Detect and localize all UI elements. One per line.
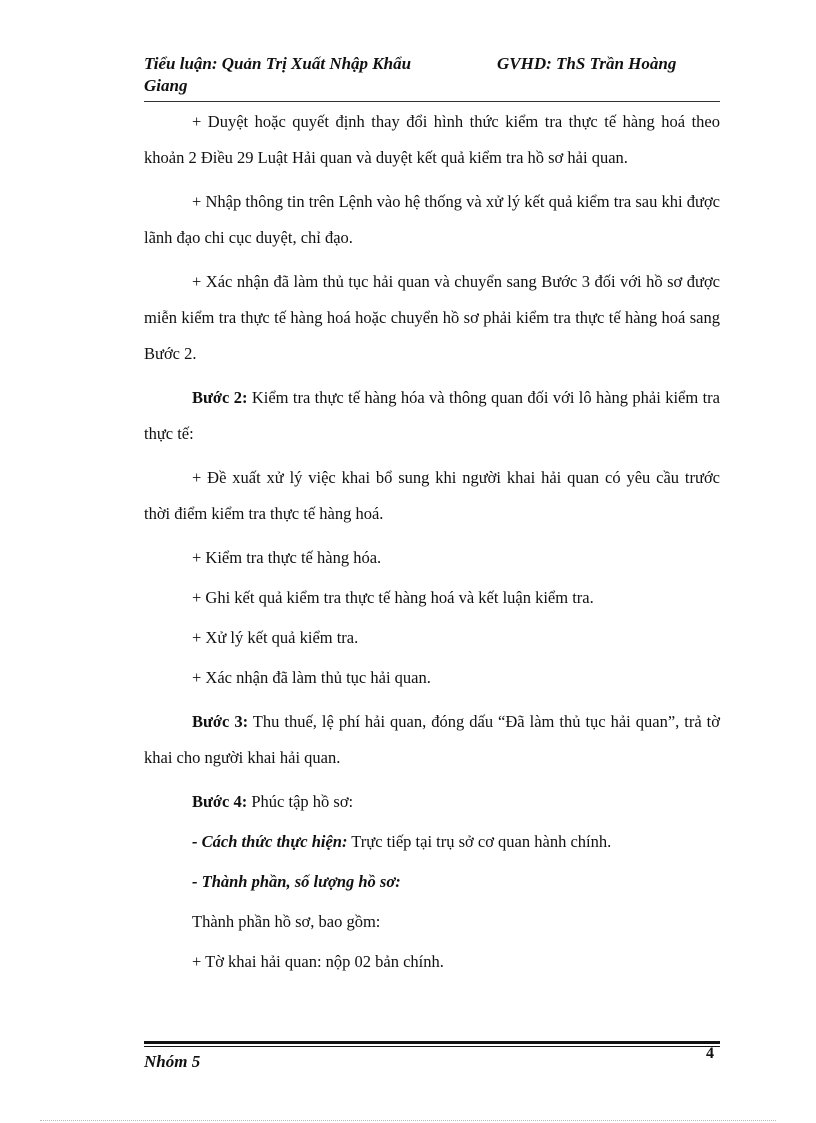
paragraph-step4 xyxy=(144,784,720,820)
paragraph-propose: + Đề xuất xử lý việc khai bổ sung khi người khai hải quan có yêu cầu trước thời điểm kiểm tra thực tế hàng hoá. xyxy=(144,468,720,523)
paragraph-declaration: + Tờ khai hải quan: nộp 02 bản chính. xyxy=(192,952,444,971)
paragraph-step2 xyxy=(144,380,720,452)
step2-text: Kiểm tra thực tế hàng hóa và thông quan đối với lô hàng phải kiểm tra thực tế: xyxy=(144,388,720,443)
header-title-line2: Giang xyxy=(144,76,188,95)
step4-text: Phúc tập hồ sơ: xyxy=(247,792,354,811)
paragraph-components-list: Thành phần hồ sơ, bao gồm: xyxy=(192,912,381,931)
paragraph-handle-result: + Xử lý kết quả kiểm tra. xyxy=(192,628,359,647)
step4-label: Bước 4: xyxy=(192,792,248,811)
components-label: - Thành phần, số lượng hồ sơ: xyxy=(192,872,401,891)
page-body xyxy=(144,104,720,984)
paragraph-components xyxy=(144,864,720,900)
paragraph-confirm-done: + Xác nhận đã làm thủ tục hải quan. xyxy=(192,668,431,687)
footer-rule-thin xyxy=(144,1046,720,1047)
step3-label: Bước 3: xyxy=(192,712,249,731)
paragraph-record-result: + Ghi kết quả kiểm tra thực tế hàng hoá và kết luận kiểm tra. xyxy=(192,588,594,607)
footer-rule-thick xyxy=(144,1041,720,1044)
method-text: Trực tiếp tại trụ sở cơ quan hành chính. xyxy=(347,832,612,851)
footer-group-name: Nhóm 5 xyxy=(144,1052,201,1071)
page-edge-divider xyxy=(40,1120,776,1121)
header-rule xyxy=(144,101,720,102)
header-advisor: GVHD: ThS Trần Hoàng xyxy=(497,54,677,73)
paragraph-confirm-step3: + Xác nhận đã làm thủ tục hải quan và chuyển sang Bước 3 đối với hồ sơ được miễn kiểm tra thực tế hàng hoá hoặc chuyển hồ sơ phải kiểm tra thực tế hàng hoá sang Bước 2. xyxy=(144,272,720,363)
paragraph-enter-info: + Nhập thông tin trên Lệnh vào hệ thống và xử lý kết quả kiểm tra sau khi được lãnh đạo chi cục duyệt, chỉ đạo. xyxy=(144,192,720,247)
paragraph-inspect: + Kiểm tra thực tế hàng hóa. xyxy=(192,548,382,567)
method-label: - Cách thức thực hiện: xyxy=(192,832,348,851)
step3-text: Thu thuế, lệ phí hải quan, đóng dấu “Đã làm thủ tục hải quan”, trả tờ khai cho người khai hải quan. xyxy=(144,712,720,767)
paragraph-approve: + Duyệt hoặc quyết định thay đổi hình thức kiểm tra thực tế hàng hoá theo khoản 2 Điều 29 Luật Hải quan và duyệt kết quả kiểm tra hồ sơ hải quan. xyxy=(144,112,720,167)
header-course-title xyxy=(144,53,484,97)
step2-label: Bước 2: xyxy=(192,388,248,407)
paragraph-step3 xyxy=(144,704,720,776)
header-title-line1: Tiểu luận: Quản Trị Xuất Nhập Khẩu xyxy=(144,54,412,73)
paragraph-method xyxy=(144,824,720,860)
page-number: 4 xyxy=(706,1045,714,1062)
